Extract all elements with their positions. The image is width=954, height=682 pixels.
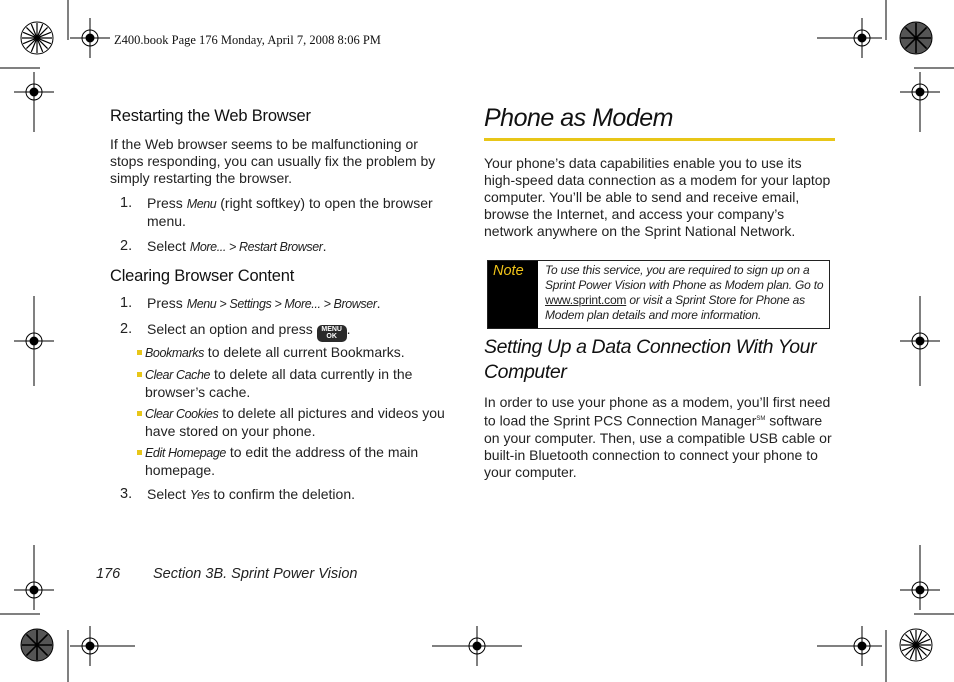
restart-step-2 bbox=[120, 238, 440, 256]
step-text: Select bbox=[147, 238, 190, 254]
bullet-clear-cookies: Clear Cookies to delete all pictures and videos you have stored on your phone. bbox=[137, 405, 459, 440]
step-text: . bbox=[346, 321, 351, 337]
menu-path-label: More... > Restart Browser bbox=[189, 240, 323, 254]
step-text: . bbox=[376, 295, 381, 311]
restart-step-1 bbox=[120, 195, 440, 230]
clear-step-2 bbox=[120, 321, 450, 342]
bullet-square-icon bbox=[137, 411, 142, 416]
modem-intro: Your phone’s data capabilities enable you to use its high-speed data connection as a modem for your laptop computer. You’ll be able to send and receive email, browse the Internet, and access your company’s network anywhere on the Sprint National Network. bbox=[484, 155, 831, 239]
step-text: (right softkey) to open the browser menu. bbox=[147, 195, 433, 229]
step-text: Select bbox=[147, 486, 190, 502]
section-heading: Setting Up a Data Connection With Your Computer bbox=[484, 336, 817, 383]
footer-section: Section 3B. Sprint Power Vision bbox=[153, 566, 358, 582]
bullet-square-icon bbox=[137, 450, 142, 455]
step-number: 2. bbox=[120, 238, 133, 254]
option-name: Edit Homepage bbox=[145, 446, 226, 460]
restart-intro: If the Web browser seems to be malfunctioning or stops responding, you can usually fix the problem by simply restarting the browser. bbox=[110, 136, 436, 186]
bullet-clear-cache: Clear Cache to delete all data currently in the browser’s cache. bbox=[137, 366, 459, 401]
menu-path-label: Menu > Settings > More... > Browser bbox=[186, 297, 377, 311]
bullet-square-icon bbox=[137, 350, 142, 355]
menu-ok-key-icon: MENU OK bbox=[317, 325, 347, 342]
option-name: Clear Cache bbox=[145, 368, 211, 382]
clear-heading: Clearing Browser Content bbox=[110, 267, 295, 285]
clear-step-1 bbox=[120, 295, 450, 313]
step-text: to confirm the deletion. bbox=[209, 486, 355, 502]
restart-heading: Restarting the Web Browser bbox=[110, 107, 311, 125]
step-text: Press bbox=[147, 295, 187, 311]
step-text: Select an option and press bbox=[147, 321, 317, 337]
clear-step-3 bbox=[120, 486, 450, 504]
bullet-edit-homepage: Edit Homepage to edit the address of the main homepage. bbox=[137, 444, 459, 479]
section-text: In order to use your phone as a modem, you’ll first need to load the Sprint PCS Connection Manager℠ software on your computer. Then, use a compatible USB cable or built-in Bluetooth connection to connect your phone to your computer. bbox=[484, 394, 832, 480]
page-title: Phone as Modem bbox=[484, 104, 673, 132]
step-number: 3. bbox=[120, 486, 133, 502]
note-label: Note bbox=[488, 261, 538, 328]
page-number: 176 bbox=[96, 566, 121, 582]
bullet-bookmarks: Bookmarks to delete all current Bookmarks. bbox=[137, 344, 459, 362]
note-text: To use this service, you are required to sign up on a Sprint Power Vision with Phone as Modem plan. Go to www.sprint.com or visit a Sprint Store for Phone as Modem plan details and more information. bbox=[545, 263, 824, 322]
sprint-link[interactable]: www.sprint.com bbox=[545, 293, 627, 307]
title-underline bbox=[484, 138, 835, 141]
option-name: Bookmarks bbox=[145, 346, 204, 360]
step-number: 1. bbox=[120, 295, 133, 311]
step-text: Press bbox=[147, 195, 187, 211]
step-number: 2. bbox=[120, 321, 133, 337]
note-box bbox=[487, 260, 830, 329]
step-text: . bbox=[322, 238, 327, 254]
service-mark: SM bbox=[756, 416, 766, 422]
option-name: Clear Cookies bbox=[145, 407, 219, 421]
menu-key-label: Menu bbox=[186, 197, 217, 211]
step-number: 1. bbox=[120, 195, 133, 211]
bullet-square-icon bbox=[137, 372, 142, 377]
option-name: Yes bbox=[189, 488, 210, 502]
book-header-line: Z400.book Page 176 Monday, April 7, 2008 8:06 PM bbox=[114, 33, 381, 47]
